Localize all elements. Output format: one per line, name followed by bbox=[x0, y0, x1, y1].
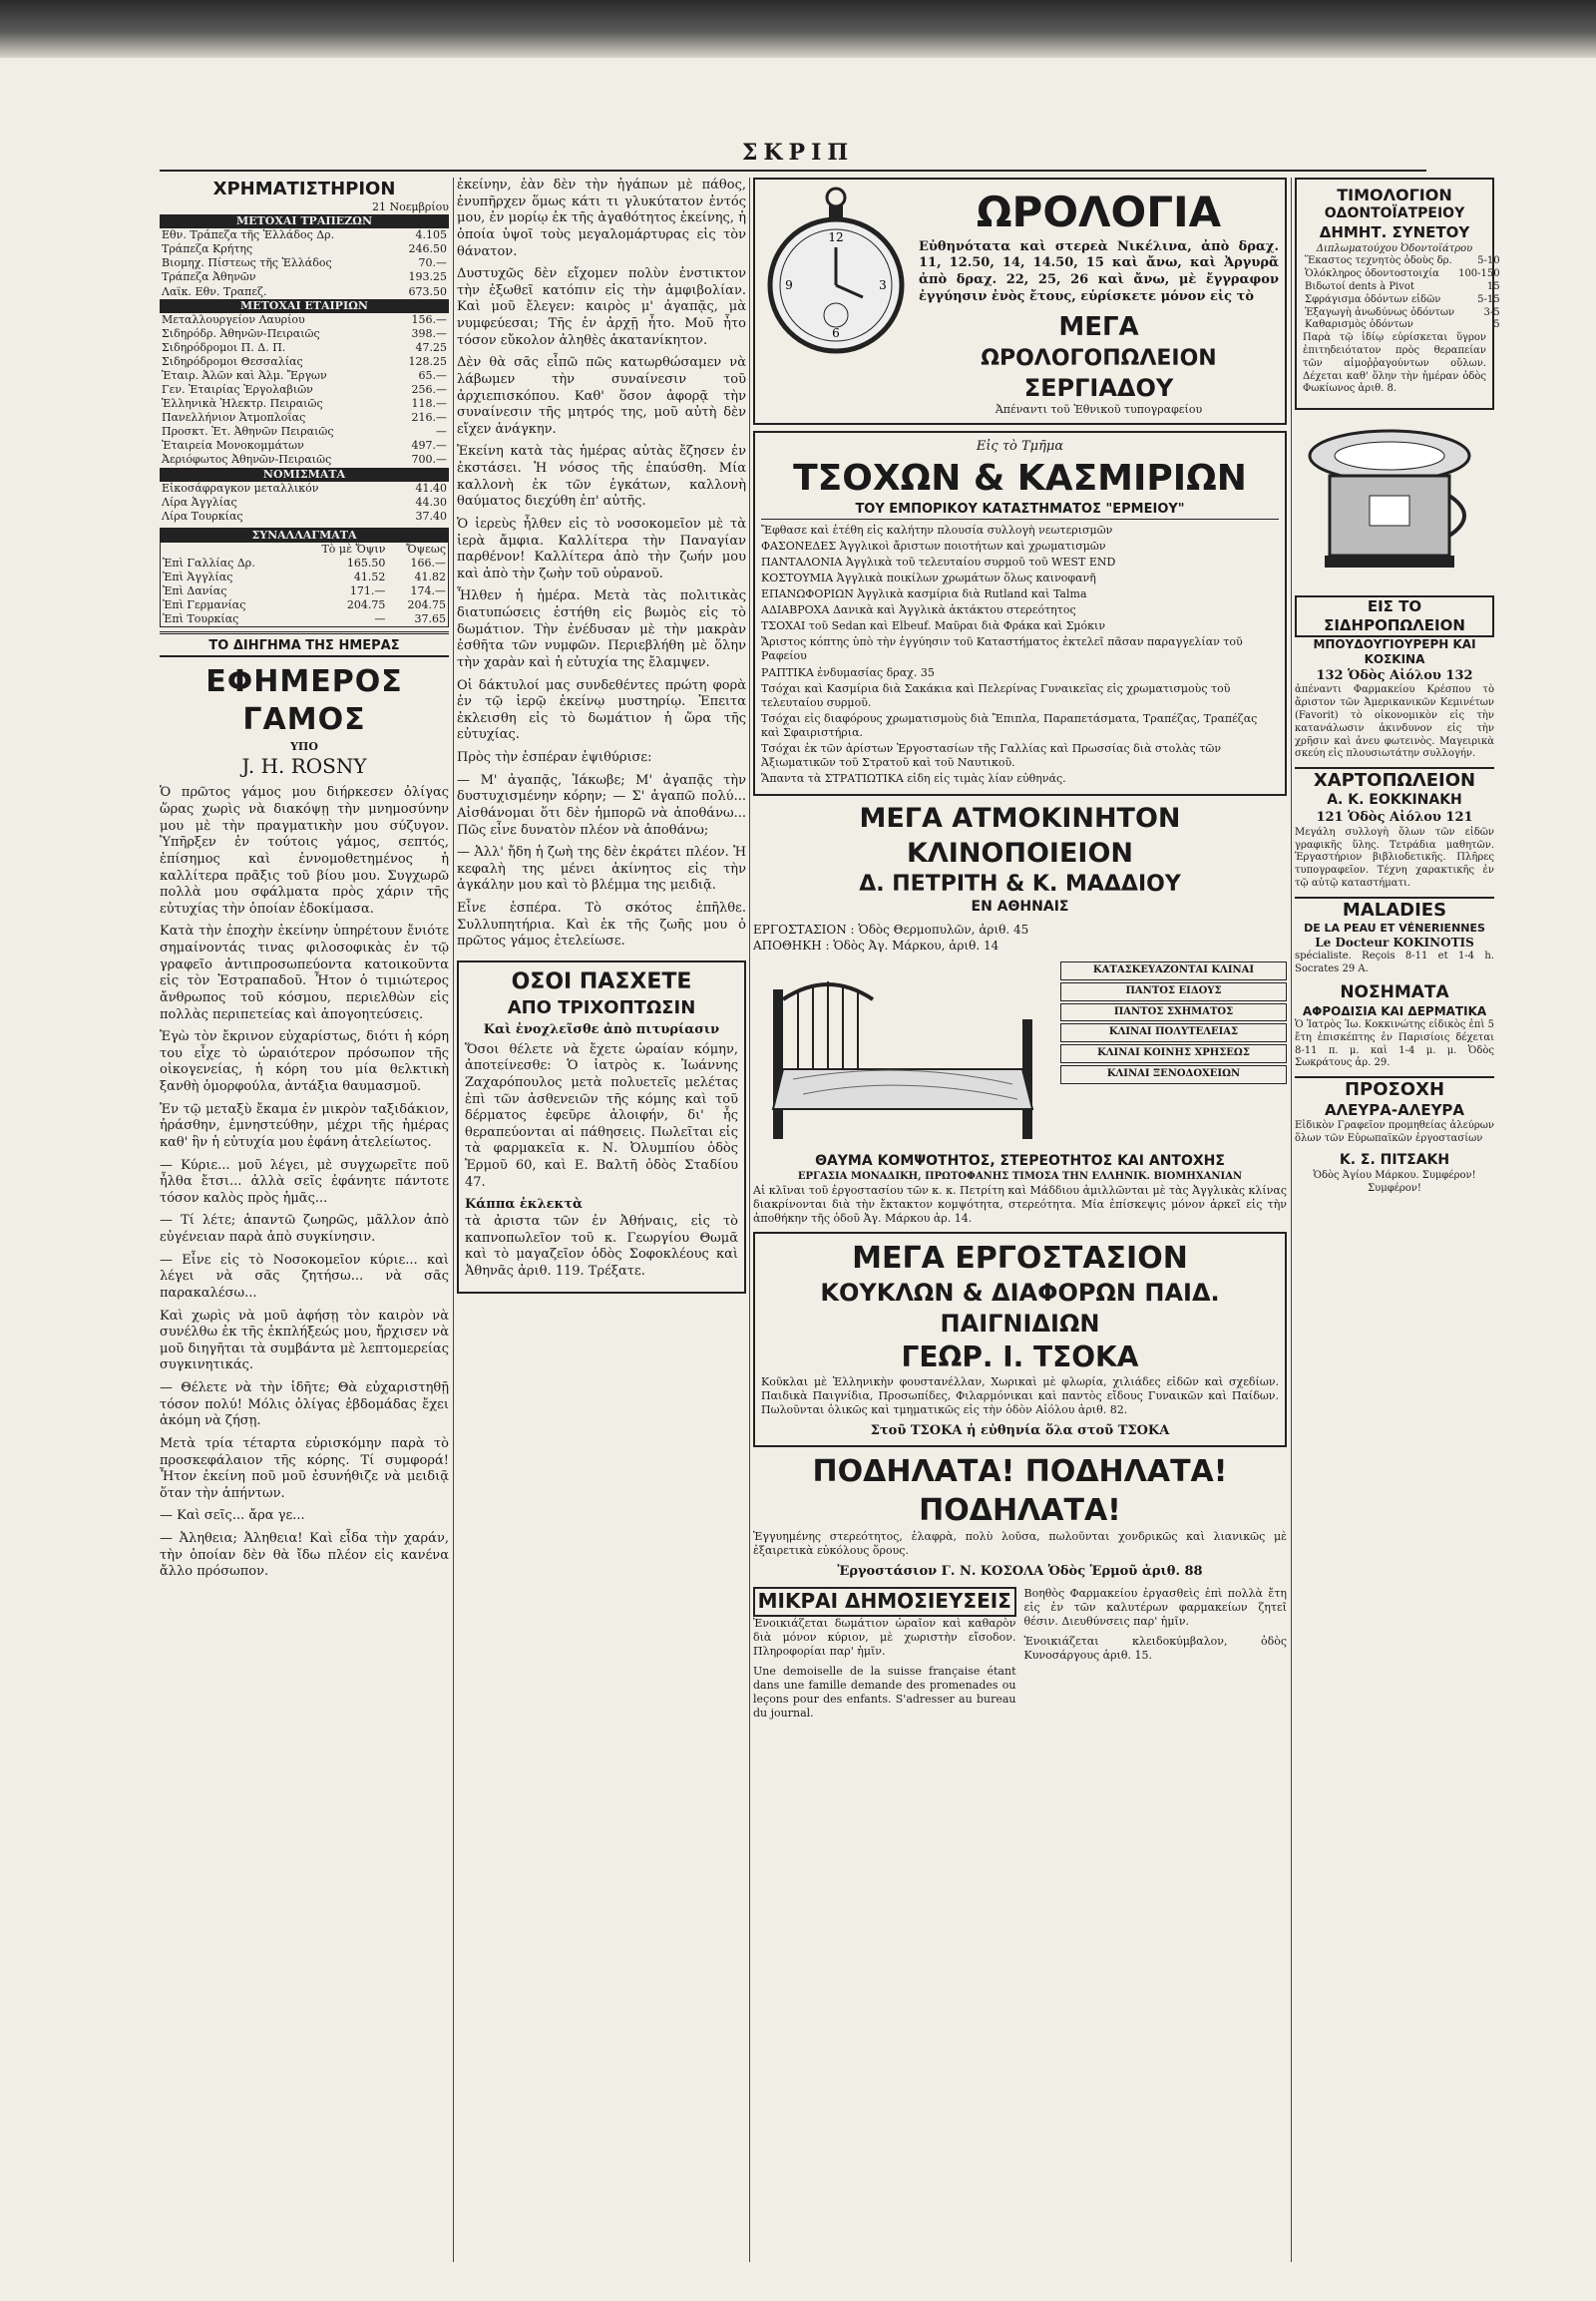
skin-ad-subtitle: DE LA PEAU ET VÉNERIENNES bbox=[1304, 921, 1485, 935]
stationery-ad-text: Μεγάλη συλλογὴ ὅλων τῶν εἰδῶν γραφικῆς ὕλης. Τετράδια μαθητῶν. Ἐργαστήριον βιβλιοδετικῆς. Πλῆρες τυπογραφεῖον. Τέχνη χαρακτικῆς ἐν τῷ αὐτῷ καταστήματι. bbox=[1295, 826, 1494, 889]
prices-cell: 15 bbox=[1486, 280, 1500, 292]
toy-ad bbox=[753, 1232, 1287, 1448]
exchange-cell: 174.— bbox=[410, 584, 446, 598]
bed-ad-city: ΕΝ ΑΘΗΝΑΙΣ bbox=[971, 899, 1069, 916]
companies-cell: Μεταλλουργείον Λαυρίου bbox=[162, 312, 305, 326]
story-paragraph: Ἐν τῷ μεταξὺ ἔκαμα ἐν μικρὸν ταξιδάκιον, ἠράσθην, ἐμνηστεύθην, μέχρι τῆς ἡμέρας καθ' ἣν ἡ εὐτυχία μου ἐφάνη ἀτελείωτος. bbox=[160, 1101, 449, 1150]
column-1 bbox=[160, 178, 449, 2262]
prices-cell: Ἐξαγωγὴ ἀνωδύνως ὀδόντων bbox=[1305, 306, 1455, 318]
money-cell: Λίρα Τουρκίας bbox=[162, 509, 243, 523]
banks-cell: 70.— bbox=[418, 256, 447, 270]
watch-ad-body bbox=[919, 186, 1279, 417]
prices-row bbox=[1303, 294, 1502, 307]
companies-cell: — bbox=[436, 425, 447, 439]
companies-cell: Πανελλήνιον Ἀτμοπλοΐας bbox=[162, 411, 306, 425]
companies-cell: 398.— bbox=[411, 326, 447, 340]
prices-cell: 5-10 bbox=[1477, 255, 1500, 267]
exchange-cell: Ἐπὶ Γαλλίας Δρ. bbox=[163, 556, 255, 570]
companies-row bbox=[160, 453, 449, 467]
toy-ad-footer: Στοῦ ΤΣΟΚΑ ἡ εὐθηνία ὅλα στοῦ ΤΣΟΚΑ bbox=[870, 1422, 1170, 1438]
brass-bed-icon bbox=[753, 959, 1052, 1149]
hair-ad-text: Ὅσοι θέλετε νὰ ἔχετε ὡραίαν κόμην, ἀποτείνεσθε: Ὁ ἰατρὸς κ. Ἰωάννης Ζαχαρόπουλος μετὰ πολυετεῖς μελέτας ἐπὶ τῶν ἀσθενειῶν τῆς κόμης καὶ τοῦ δέρματος ἐφεῦρε ἀλοιφήν, δι' ἧς θεραπεύονται αἱ πάθησεις. Πωλεῖται εἰς τὰ φαρμακεῖα κ. Ν. Ὀλυμπίου ὁδὸς Ἑρμοῦ 60, καὶ Ε. Βαλτῆ ὁδὸς Σταδίου 47. bbox=[465, 1041, 738, 1190]
cloth-ad-line: Τσόχαι εἰς διαφόρους χρωματισμοὺς διὰ Ἔπιπλα, Παραπετάσματα, Τραπέζας, Τραπέζας καὶ Σφαιριστήρια. bbox=[761, 711, 1258, 739]
watch-shop-name: ΩΡΟΛΟΓΟΠΩΛΕΙΟΝ bbox=[981, 345, 1217, 371]
exchange-cell: 166.— bbox=[410, 556, 446, 570]
companies-row bbox=[160, 383, 449, 397]
classified-item: Une demoiselle de la suisse française étant dans une famille demande des promenades ou leçons pour des enfants. S'adresser au bureau du journal. bbox=[753, 1664, 1016, 1721]
bed-ad-factory: ΕΡΓΟΣΤΑΣΙΟΝ : Ὁδὸς Θερμοπυλῶν, ἀριθ. 45 bbox=[753, 923, 1029, 938]
classified-item: Ἐνοικιάζεται δωμάτιον ὡραῖον καὶ καθαρὸν διὰ μόνον κύριον, μὲ χωριστὴν εἴσοδον. Πληροφορίαι παρ' ἡμῖν. bbox=[753, 1616, 1016, 1658]
classifieds-right bbox=[1024, 1587, 1288, 1726]
flour-ad-text: Εἰδικὸν Γραφεῖον προμηθείας ἀλεύρων ὅλων τῶν Εὐρωπαϊκῶν ἐργοστασίων bbox=[1295, 1120, 1494, 1145]
story-paragraph: Καὶ χωρὶς νὰ μοῦ ἀφήσῃ τὸν καιρὸν νὰ συνέλθω ἐκ τῆς ἐκπλήξεώς μου, ἤρχισεν νὰ μοῦ διηγῆται τὰ συμβάντα μὲ λεπτομερείας συγκινητικάς. bbox=[160, 1308, 449, 1373]
exchange-header bbox=[161, 543, 294, 557]
companies-cell: 216.— bbox=[411, 411, 447, 425]
cloth-ad-line: ΡΑΠΤΙΚΑ ἐνδυμασίας δραχ. 35 bbox=[761, 665, 935, 679]
exchange-cell: Ἐπὶ Ἀγγλίας bbox=[163, 571, 233, 584]
story-paragraph: Κατὰ τὴν ἐποχὴν ἐκείνην ὑπηρέτουν ἔνιότε σημαίνοντάς τινας φιλοσοφικὰς ἐν τῷ γραφεῖο ἀντιπροσωπεύοντα κατοικοῦντα εἰς τὸν Ἐστραπαδοῦ. Ἦτον ὁ τιμιώτερος ἄνθρωπος τοῦ κόσμου, περιελθὼν εἰς πολλὰς περιπετείας καὶ ἀπογοητεύσεις. bbox=[160, 924, 449, 1022]
dentist-ad-title: ΤΙΜΟΛΟΓΙΟΝ bbox=[1337, 186, 1452, 204]
tobacco-ad-title: Κάππα ἐκλεκτὰ bbox=[465, 1197, 584, 1213]
money-cell: 37.40 bbox=[415, 509, 447, 523]
companies-cell: 156.— bbox=[411, 312, 447, 326]
story-kicker: ΤΟ ΔΙΗΓΗΜΑ ΤΗΣ ΗΜΕΡΑΣ bbox=[160, 638, 449, 657]
hair-ad-line: Καὶ ἐνοχλεῖσθε ἀπὸ πιτυρίασιν bbox=[483, 1022, 720, 1038]
classifieds-title: ΜΙΚΡΑΙ ΔΗΜΟΣΙΕΥΣΕΙΣ bbox=[753, 1587, 1016, 1617]
exchange-row bbox=[161, 612, 449, 627]
classifieds-left bbox=[753, 1587, 1016, 1726]
bed-ad-names: Δ. ΠΕΤΡΙΤΗ & Κ. ΜΑΔΔΙΟΥ bbox=[859, 872, 1181, 898]
flour-ad-title: ΠΡΟΣΟΧΗ bbox=[1344, 1079, 1445, 1101]
companies-cell: 700.— bbox=[411, 453, 447, 467]
section-companies: ΜΕΤΟΧΑΙ ΕΤΑΙΡΙΩΝ bbox=[160, 299, 449, 313]
toy-ad-owner: ΓΕΩΡ. Ι. ΤΣΟΚΑ bbox=[901, 1340, 1139, 1373]
exchange-row bbox=[161, 584, 449, 598]
bed-feature-list bbox=[1060, 959, 1287, 1149]
bed-ad-text: Αἱ κλῖναι τοῦ ἐργοστασίου τῶν κ. κ. Πετρίτη καὶ Μάδδιου ἁμιλλῶνται μὲ τὰς Ἀγγλικὰς κλίνας διακρίνονται διὰ τὴν ἔκτακτον κομψότητα, στερεότητα. Μία ἐπίσκεψις μόνον ἀρκεῖ εἰς τὴν ἀποθήκην τῆς ὁδοῦ Ἀγ. Μάρκου ἀρ. 14. bbox=[753, 1183, 1287, 1225]
story-continued: Οἱ δάκτυλοί μας συνδεθέντες πρώτη φορὰ ἐν τῷ ἱερῷ ἐκείνῳ μυστηρίῳ. Ἐπειτα ἐκλεισθη εἰς τὸ δωμάτιον ἡ ὥρα τῆς εὐτυχίας. bbox=[457, 677, 746, 743]
cloth-ad-line: ΤΣΟΧΑΙ τοῦ Sedan καὶ Elbeuf. Μαῦραι διὰ Φράκα καὶ Σμόκιν bbox=[761, 619, 1106, 633]
flour-ad-subtitle: ΑΛΕΥΡΑ-ΑΛΕΥΡΑ bbox=[1324, 1101, 1465, 1120]
companies-cell: 128.25 bbox=[408, 354, 447, 368]
column-3 bbox=[753, 178, 1287, 2262]
banks-cell: Τράπεζα Κρήτης bbox=[162, 242, 253, 256]
skin-doctor-ad bbox=[1295, 897, 1494, 1070]
story-continued: Δὲν θὰ σᾶς εἶπῶ πῶς κατωρθώσαμεν νὰ λάβωμεν τὴν συναίνεσιν τοῦ ἀρχιεπισκόπου. Καθ' ὅσον ἀφορᾷ τὴν συναίνεσιν τῆς μητρός της, μοῦ αὐτὴ δὲν εἴχεν ἀνάγκην. bbox=[457, 355, 746, 437]
exchange-cell: 165.50 bbox=[346, 556, 386, 570]
companies-cell: Ἀεριόφωτος Ἀθηνῶν-Πειραιῶς bbox=[162, 453, 332, 467]
hardware-ad-address: 132 Ὁδὸς Αἰόλου 132 bbox=[1316, 667, 1473, 683]
story-paragraph: — Καὶ σεῖς... ἄρα γε... bbox=[160, 1508, 305, 1524]
cloth-ad-subtitle: ΤΟΥ ΕΜΠΟΡΙΚΟΥ ΚΑΤΑΣΤΗΜΑΤΟΣ "ΕΡΜΕΙΟΥ" bbox=[761, 502, 1279, 520]
story-byline-label: ΥΠΟ bbox=[290, 739, 318, 753]
stationery-ad-owner: Α. Κ. ΕΟΚΚΙΝΑΚΗ bbox=[1327, 792, 1462, 809]
svg-text:9: 9 bbox=[785, 278, 793, 292]
watch-shop-name: ΜΕΓΑ bbox=[1058, 312, 1139, 343]
stationery-ad bbox=[1295, 767, 1494, 891]
banks-cell: Εθν. Τράπεζα τῆς Ἑλλάδος Δρ. bbox=[162, 228, 335, 242]
banks-cell: 673.50 bbox=[408, 284, 447, 298]
money-cell: Εἰκοσάφραγκον μεταλλικόν bbox=[162, 481, 319, 495]
exchange-cell: 204.75 bbox=[346, 598, 386, 612]
watch-ad-title: ΩΡΟΛΟΓΙΑ bbox=[976, 188, 1222, 236]
watch-ad bbox=[753, 178, 1287, 425]
bed-ad-motto: ΘΑΥΜΑ ΚΟΜΨΟΤΗΤΟΣ, ΣΤΕΡΕΟΤΗΤΟΣ ΚΑΙ ΑΝΤΟΧΗΣ bbox=[815, 1153, 1225, 1169]
companies-cell: 118.— bbox=[411, 397, 447, 411]
story-continued: Πρὸς τὴν ἑσπέραν ἐψιθύρισε: bbox=[457, 750, 652, 765]
watch-ad-text: Εὐθηνότατα καὶ στερεὰ Νικέλινα, ἀπὸ δραχ. 11, 12.50, 14, 14.50, 15 καὶ ἄνω, καὶ Ἀργυρᾶ ἀπὸ δραχ. 22, 25, 26 καὶ ἄνω, μὲ ἔγγραφον ἐγγύησιν ἐνὸς ἔτους, εὑρίσκετε μόνον εἰς τὸ bbox=[919, 238, 1279, 304]
money-row bbox=[160, 482, 449, 496]
companies-cell: 497.— bbox=[411, 439, 447, 453]
stationery-ad-title: ΧΑΡΤΟΠΩΛΕΙΟΝ bbox=[1313, 770, 1476, 792]
bed-feature: ΚΛΙΝΑΙ ΠΟΛΥΤΕΛΕΙΑΣ bbox=[1060, 1023, 1287, 1042]
companies-cell: Σιδηρόδρομοι Π. Δ. Π. bbox=[162, 340, 286, 354]
companies-cell: Ἐταιρ. Ἀλῶν καὶ Ἀλμ. Ἔργων bbox=[162, 368, 327, 382]
exchange-row bbox=[161, 557, 449, 571]
exchange-cell: 41.82 bbox=[414, 571, 446, 584]
hardware-ad-subtitle: ΜΠΟΥΔΟΥΓΙΟΥΡΕΡΗ ΚΑΙ ΚΟΣΚΙΝΑ bbox=[1313, 637, 1476, 667]
dentist-price-table bbox=[1303, 255, 1502, 332]
cloth-ad-line: Τσόχαι καὶ Κασμίρια διὰ Σακάκια καὶ Πελερίνας Γυναικεῖας εἰς χρωματισμοὺς τοῦ τελευταίου συρμοῦ. bbox=[761, 681, 1231, 709]
cloth-ad-line: ΕΠΑΝΩΦΟΡΙΩΝ Ἀγγλικὰ κασμίρια διὰ Rutland καὶ Talma bbox=[761, 587, 1087, 601]
money-row bbox=[160, 496, 449, 510]
hair-loss-ad bbox=[457, 960, 746, 1295]
prices-cell: Ἕκαστος τεχνητὸς ὀδοὺς δρ. bbox=[1305, 255, 1452, 267]
banks-row bbox=[160, 256, 449, 270]
toy-ad-text: Κοῦκλαι μὲ Ἑλληνικὴν φουστανέλλαν, Χωρικαὶ μὲ φλωρία, χιλιάδες εἰδῶν καὶ σχεδίων. Παιδικὰ Παιγνίδια, Προσωπίδες, Φιλαρμόνικαι καὶ παντὸς εἴδους Γυναικῶν καὶ Παίδων. Πωλοῦνται ὁλικῶς καὶ τμηματικῶς εἰς τὴν ὁδὸν Αἰόλου ἀριθ. 82. bbox=[761, 1374, 1279, 1416]
money-cell: 44.30 bbox=[415, 495, 447, 509]
bed-feature: ΠΑΝΤΟΣ ΕΙΔΟΥΣ bbox=[1060, 982, 1287, 1001]
flour-ad-owner: Κ. Σ. ΠΙΤΣΑΚΗ bbox=[1339, 1151, 1450, 1168]
companies-row bbox=[160, 341, 449, 355]
banks-cell: 193.25 bbox=[408, 270, 447, 284]
flour-ad-footer: Ὁδὸς Ἀγίου Μάρκου. Συμφέρον! Συμφέρον! bbox=[1313, 1169, 1476, 1194]
svg-text:3: 3 bbox=[879, 278, 887, 292]
cloth-ad-line: ΑΔΙΑΒΡΟΧΑ Δανικὰ καὶ Ἀγγλικὰ ἀκτάκτου στερεότητος bbox=[761, 603, 1076, 617]
toy-ad-subtitle: ΚΟΥΚΛΩΝ & ΔΙΑΦΟΡΩΝ ΠΑΙΔ. ΠΑΙΓΝΙΔΙΩΝ bbox=[820, 1279, 1220, 1339]
companies-row bbox=[160, 425, 449, 439]
companies-cell: Σιδηρόδρ. Ἀθηνῶν-Πειραιῶς bbox=[162, 326, 320, 340]
bed-feature: ΠΑΝΤΟΣ ΣΧΗΜΑΤΟΣ bbox=[1060, 1003, 1287, 1022]
exchange-cell: 204.75 bbox=[407, 598, 446, 612]
companies-row bbox=[160, 411, 449, 425]
prices-cell: 100-150 bbox=[1458, 268, 1500, 280]
exchange-header: Τὸ μὲ Ὄψιν bbox=[321, 542, 386, 556]
classified-item: Ἐνοικιάζεται κλειδοκύμβαλον, ὁδὸς Κυνοσάργους ἀριθ. 15. bbox=[1023, 1635, 1287, 1663]
story-paragraph: — Κύριε... μοῦ λέγει, μὲ συγχωρεῖτε ποῦ ἦλθα ἔτσι... ἀλλὰ σεῖς ἐφάνητε πάντοτε τόσον καλὸς πρὸς ἡμᾶς... bbox=[160, 1157, 449, 1206]
exchange-cell: 41.52 bbox=[353, 571, 386, 584]
prices-cell: Καθαρισμὸς ὀδόντων bbox=[1305, 319, 1413, 331]
prices-cell: Σφράγισμα ὀδόντων εἰδῶν bbox=[1305, 293, 1441, 305]
exchange-cell: 37.65 bbox=[414, 612, 446, 626]
flour-ad bbox=[1295, 1076, 1494, 1195]
story-author: J. H. ROSNY bbox=[241, 753, 367, 778]
exchange-table bbox=[160, 528, 449, 628]
cloth-ad bbox=[753, 431, 1287, 796]
companies-cell: 65.— bbox=[418, 368, 447, 382]
story-continued: Δυστυχῶς δὲν εἴχομεν πολὺν ἐνστικτον τὴν ἐξωθεῖ κατόπιν εἰς τὴν ἀμφιβολίαν. Καὶ μοῦ ἔλεγεν: καιρὸς μ' ἀγαπᾷς, μὰ νυμφεύεσαι; Τῆς ἐν ἀρχῇ ἦτο. Μοῦ ἦτο τόσον εὔκολον ἀληθὲς ἀκατανίκητον. bbox=[457, 266, 746, 348]
banks-row bbox=[160, 285, 449, 299]
prices-cell: Βιδωτοί dents à Pivot bbox=[1305, 280, 1414, 292]
story-continued: — Ἀλλ' ἤδη ἡ ζωὴ της δὲν ἐκράτει πλέον. Ἡ κεφαλὴ της μένει ἀκίνητος εἰς τὴν ἀγκάλην μου καὶ τὸ βλέμμα της μειδιᾷ. bbox=[457, 845, 746, 894]
newspaper-masthead: ΣΚΡΙΠ bbox=[741, 140, 855, 166]
bicycle-ad-title: ΠΟΔΗΛΑΤΑ! ΠΟΔΗΛΑΤΑ! ΠΟΔΗΛΑΤΑ! bbox=[812, 1454, 1228, 1528]
banks-row bbox=[160, 270, 449, 284]
disease-ad-title: ΝΟΣΗΜΑΤΑ bbox=[1340, 981, 1449, 1002]
companies-cell: Σιδηρόδρομοι Θεσσαλίας bbox=[162, 354, 303, 368]
story-continued: Ὁ ἱερεὺς ἦλθεν εἰς τὸ νοσοκομεῖον μὲ τὰ ἱερὰ ἄμφια. Καλλίτερα τὴν Παναγίαν παρθένον! Καλλίτερα ἀπὸ τὴν ζωήν μου καὶ ἀπὸ τὴν ζωὴν τοῦ οὐρανοῦ. bbox=[457, 516, 746, 581]
exchange-header: Ὄψεως bbox=[406, 542, 446, 556]
companies-row bbox=[160, 397, 449, 411]
stove-icon bbox=[1295, 416, 1484, 585]
banks-cell: Τράπεζα Ἀθηνῶν bbox=[162, 270, 256, 284]
bed-feature: ΚΑΤΑΣΚΕΥΑΖΟΝΤΑΙ ΚΛΙΝΑΙ bbox=[1060, 961, 1287, 980]
bed-ad bbox=[753, 802, 1287, 1226]
story-continued: Ἦλθεν ἡ ἡμέρα. Μετὰ τὰς πολιτικὰς διατυπώσεις ἐστήθη εἰς βωμὸς εἰς τὸ δωμάτιον. Τὴν ἐνέδυσαν μὲ τὴν μακρὰν ἐσθῆτα τῶν νυμφῶν. Περιεβλήθη μὲ ὅλην τὴν χαρὰν καὶ ἡ εὐτυχία της ἔλαμψεν. bbox=[457, 588, 746, 670]
hardware-ad-text: ἀπέναντι Φαρμακείου Κρέσπου τὸ ἄριστον τῶν Ἀμερικανικῶν Κεμινέτων (Favorit) τὸ οἰκονομικὸν εἰς τὴν κατανάλωσιν ἀκινδυνον εἰς τὴν χρῆσιν καὶ ἀνευ φωτεινὸς. Μαγειρικὰ σκεύη εἰς πλουσιωτάτην συλλογήν. bbox=[1295, 684, 1494, 760]
dentist-ad-owner: ΔΗΜΗΤ. ΣΥΝΕΤΟΥ bbox=[1319, 223, 1470, 242]
column-2 bbox=[457, 178, 746, 2262]
companies-cell: 256.— bbox=[411, 383, 447, 397]
companies-row bbox=[160, 369, 449, 383]
dentist-ad-role: Διπλωματούχου Ὀδοντοϊάτρου bbox=[1316, 242, 1473, 254]
story-continued: — Μ' ἀγαπᾷς, Ἰάκωβε; Μ' ἀγαπᾷς τὴν δυστυχισμένην κόρην; — Σ' ἀγαπῶ πολύ... Αἰσθάνομαι ὅτι δὲν ἠμπορῶ νὰ ἀποθάνω... Πῶς εἶνε δυνατὸν πλέον νὰ ἀποθάνω; bbox=[457, 772, 746, 838]
bicycle-ad-text: Ἐγγυημένης στερεότητος, ἐλαφρὰ, πολὺ λοῦσα, πωλοῦνται χονδρικῶς καὶ λιανικῶς μὲ ἐξαιρετικὰ εὐκόλους ὅρους. bbox=[753, 1530, 1287, 1558]
bicycle-ad-address: Ἐργοστάσιον Γ. Ν. ΚΟΣΟΛΑ Ὁδὸς Ἑρμοῦ ἀριθ. 88 bbox=[837, 1564, 1203, 1580]
bed-ad-title: ΜΕΓΑ ΑΤΜΟΚΙΝΗΤΟΝ ΚΛΙΝΟΠΟΙΕΙΟΝ bbox=[859, 803, 1181, 869]
companies-cell: 47.25 bbox=[415, 340, 447, 354]
skin-ad-title: MALADIES bbox=[1342, 899, 1447, 921]
cloth-ad-line: ΠΑΝΤΑΛΟΝΙΑ Ἀγγλικὰ τοῦ τελευταίου συρμοῦ τοῦ WEST END bbox=[761, 555, 1116, 569]
story-continued: ἐκείνην, ἐὰν δὲν τὴν ἠγάπων μὲ πάθος, ἐνυπῆρχεν ὅμως κάτι τι γλυκύτατον ἐντός μου, ἐν μορίῳ ἐκ τῆς ἀγαθότητος ἐκείνης, ἡ ὁποία ὑψοῖ τοὺς μεγαλομάρτυρας εἰς τὸν θάνατον. bbox=[457, 178, 746, 259]
exchange-cell: — bbox=[374, 612, 386, 626]
money-cell: Λίρα Ἀγγλίας bbox=[162, 495, 237, 509]
prices-row bbox=[1303, 255, 1502, 268]
section-exchange: ΣΥΝΑΛΛΑΓΜΑΤΑ bbox=[161, 528, 449, 543]
dentist-ad-subtitle: ΟΔΟΝΤΟΪΑΤΡΕΙΟΥ bbox=[1324, 205, 1465, 222]
story-title: ΕΦΗΜΕΡΟΣ ΓΑΜΟΣ bbox=[205, 664, 403, 738]
story-paragraph: — Εἶνε εἰς τὸ Νοσοκομεῖον κύριε... καὶ λέγει νὰ σᾶς ζητήσω... νὰ σᾶς παρακαλέσω... bbox=[160, 1252, 449, 1301]
bed-ad-illustration-row bbox=[753, 959, 1287, 1149]
companies-cell: Ἐταιρεία Μονοκομμάτων bbox=[162, 439, 304, 453]
bed-ad-store: ΑΠΟΘΗΚΗ : Ὁδὸς Ἀγ. Μάρκου, ἀριθ. 14 bbox=[753, 938, 999, 953]
section-money: ΝΟΜΙΣΜΑΤΑ bbox=[160, 468, 449, 482]
toy-ad-title: ΜΕΓΑ ΕΡΓΟΣΤΑΣΙΟΝ bbox=[852, 1240, 1188, 1276]
exchange-cell: Ἐπὶ Τουρκίας bbox=[163, 612, 239, 626]
hardware-ad bbox=[1295, 595, 1494, 762]
market-title: ΧΡΗΜΑΤΙΣΤΗΡΙΟΝ bbox=[212, 179, 396, 199]
story-paragraph: — Ἀληθεια; Ἀληθεια! Καὶ εἶδα τὴν χαράν, τὴν ὁποίαν δὲν θὰ ἴδω πλέον εἰς κανένα ἄλλο πρόσωπον. bbox=[160, 1531, 449, 1580]
banks-cell: Λαϊκ. Εθν. Τραπεζ. bbox=[162, 284, 267, 298]
cloth-ad-line: Τσόχαι ἐκ τῶν ἀρίστων Ἐργοστασίων τῆς Γαλλίας καὶ Πρωσσίας διὰ στολὰς τῶν Ἀξιωματικῶν τοῦ Στρατοῦ καὶ τοῦ Ναυτικοῦ. bbox=[761, 741, 1222, 769]
companies-cell: Προσκτ. Ἐτ. Ἀθηνῶν Πειραιῶς bbox=[162, 425, 334, 439]
disease-ad-text: Ὁ Ἰατρὸς Ἰω. Κοκκινώτης εἰδικὸς ἐπὶ 5 ἔτη ἐπισκέπτης ἐν Παρισίοις δέχεται 8-11 π. μ. καὶ 1-4 μ. μ. Ὁδὸς Σωκράτους ἀρ. 29. bbox=[1295, 1018, 1494, 1069]
svg-text:12: 12 bbox=[828, 230, 844, 244]
banks-row bbox=[160, 242, 449, 256]
money-cell: 41.40 bbox=[415, 481, 447, 495]
prices-cell: 5 bbox=[1493, 319, 1500, 331]
companies-row bbox=[160, 313, 449, 327]
story-paragraph: Ὁ πρῶτος γάμος μου διήρκεσεν ὀλίγας ὥρας χωρὶς νὰ διακόψῃ τὴν μνημοσύνην μου μὲ τὴν πραγματικὴν μου σύζυγον. Ὑπῆρξεν ἐν τούτοις γάμος, σεπτός, ἐπίσημος καὶ ἐννομοθετημένος ἡ καλλίτερα πρᾶξις τοῦ βίου μου. Συγχωρῶ πολλὰ μου σφάλματα πρὸς χάριν τῆς εὐτυχίας τὴν ὁποίαν ἐδοκίμασα. bbox=[160, 785, 449, 917]
money-row bbox=[160, 510, 449, 524]
exchange-row bbox=[161, 571, 449, 584]
stationery-ad-address: 121 Ὁδὸς Αἰόλου 121 bbox=[1316, 810, 1473, 826]
market-date: 21 Νοεμβρίου bbox=[371, 200, 449, 214]
banks-cell: Βιομηχ. Πίστεως τῆς Ἑλλάδος bbox=[162, 256, 332, 270]
prices-row bbox=[1303, 307, 1502, 320]
column-rule bbox=[453, 178, 454, 2262]
companies-row bbox=[160, 439, 449, 453]
bed-feature: ΚΛΙΝΑΙ ΚΟΙΝΗΣ ΧΡΗΣΕΩΣ bbox=[1060, 1044, 1287, 1063]
prices-cell: 3-5 bbox=[1483, 306, 1500, 318]
cloth-ad-line: Ἅπαντα τὰ ΣΤΡΑΤΙΩΤΙΚΑ εἰδη εἰς τιμὰς λίαν εὐθηνάς. bbox=[761, 772, 1066, 786]
exchange-cell: 171.— bbox=[349, 584, 386, 598]
cloth-ad-kicker: Εἰς τὸ Τμῆμα bbox=[976, 439, 1064, 455]
pocket-watch-icon bbox=[761, 186, 911, 355]
section-banks: ΜΕΤΟΧΑΙ ΤΡΑΠΕΖΩΝ bbox=[160, 214, 449, 228]
divider bbox=[160, 631, 449, 634]
prices-cell: 5-15 bbox=[1477, 293, 1500, 305]
banks-cell: 246.50 bbox=[408, 242, 447, 256]
prices-cell: Ὁλόκληρος ὀδοντοστοιχία bbox=[1305, 268, 1439, 280]
hardware-ad-title: ΕΙΣ ΤΟ ΣΙΔΗΡΟΠΩΛΕΙΟΝ bbox=[1295, 595, 1494, 637]
bed-ad-sub: ΕΡΓΑΣΙΑ ΜΟΝΑΔΙΚΗ, ΠΡΩΤΟΦΑΝΗΣ ΤΙΜΟΣΑ ΤΗΝ ΕΛΛΗΝΙΚ. ΒΙΟΜΗΧΑΝΙΑΝ bbox=[797, 1170, 1243, 1182]
story-paragraph: Μετὰ τρία τέταρτα εὑρισκόμην παρὰ τὸ προσκεφάλαιον τῆς κόρης. Τί συμφορά! Ἦτον ἐκείνη ποῦ μοῦ ἐσυνήθιζε νὰ μειδιᾷ ὅταν τὴν ἀπήντων. bbox=[160, 1435, 449, 1501]
disease-ad-subtitle: ΑΦΡΟΔΙΣΙΑ ΚΑΙ ΔΕΡΜΑΤΙΚΑ bbox=[1302, 1003, 1487, 1018]
bed-feature: ΚΛΙΝΑΙ ΞΕΝΟΔΟΧΕΙΩΝ bbox=[1060, 1065, 1287, 1084]
hair-ad-subtitle: ΑΠΟ ΤΡΙΧΟΠΤΩΣΙΝ bbox=[507, 997, 696, 1019]
companies-cell: Ἑλληνικὰ Ἠλεκτρ. Πειραιῶς bbox=[162, 397, 323, 411]
banks-cell: 4.105 bbox=[415, 228, 447, 242]
exchange-cell: Ἐπὶ Γερμανίας bbox=[163, 598, 246, 612]
classified-item: Βοηθὸς Φαρμακείου ἐργασθεὶς ἐπὶ πολλὰ ἔτη εἰς ἐν τῶν καλυτέρων φαρμακείων ζητεῖ θέσιν. Διευθύνσεις παρ' ἡμῖν. bbox=[1023, 1587, 1287, 1629]
exchange-row bbox=[161, 598, 449, 612]
exchange-cell: Ἐπὶ Δανίας bbox=[163, 584, 227, 598]
prices-row bbox=[1303, 281, 1502, 294]
svg-text:6: 6 bbox=[832, 326, 840, 340]
column-rule bbox=[749, 178, 750, 2262]
dentist-ad bbox=[1295, 178, 1500, 410]
story-paragraph: Ἐγὼ τὸν ἔκρινον εὐχαρίστως, διότι ἡ κόρη του εἶχε τὸ ὡραιότερον πρόσωπον τῆς οἰκογενείας, ἡ κόρη του μία θελκτικὴ ξανθὴ ὁμορφούλα, ἀντάξια θαυμασμοῦ. bbox=[160, 1029, 449, 1095]
cloth-ad-line: Ἄριστος κόπτης ὑπὸ τὴν ἐγγύησιν τοῦ Καταστήματος ἐκτελεῖ πᾶσαν παραγγελίαν τοῦ Ραφείου bbox=[761, 635, 1243, 663]
prices-row bbox=[1303, 319, 1502, 332]
scanned-page-edge bbox=[0, 0, 1596, 58]
banks-row bbox=[160, 228, 449, 242]
bicycle-ad bbox=[753, 1453, 1287, 1581]
cloth-ad-lines bbox=[761, 524, 1279, 786]
companies-row bbox=[160, 327, 449, 341]
watch-shop-address: Ἀπέναντι τοῦ Ἐθνικοῦ τυπογραφείου bbox=[995, 403, 1203, 417]
stock-table bbox=[160, 214, 449, 524]
column-4 bbox=[1295, 178, 1500, 2262]
cloth-ad-line: ΚΟΣΤΟΥΜΙΑ Ἀγγλικὰ ποικίλων χρωμάτων ὅλως καινοφανῆ bbox=[761, 572, 1096, 585]
story-continued: Εἶνε ἑσπέρα. Τὸ σκότος ἐπῆλθε. Συλλυπητήρια. Καὶ ἐκ τῆς ζωῆς μου ὁ πρῶτος γάμος ἐτελείωσε. bbox=[457, 901, 746, 950]
column-rule bbox=[1291, 178, 1292, 2262]
cloth-ad-title: ΤΣΟΧΩΝ & ΚΑΣΜΙΡΙΩΝ bbox=[793, 458, 1247, 500]
story-paragraph: — Τί λέτε; ἀπαντῶ ζωηρῶς, μᾶλλον ἀπὸ εὐγένειαν παρὰ ἀπὸ συγκίνησιν. bbox=[160, 1213, 449, 1246]
masthead-rule bbox=[160, 170, 1426, 172]
dentist-ad-text: Παρὰ τῷ ἰδίῳ εὑρίσκεται ὕγρον ἐπιτηδειότατον πρὸς θεραπείαν τῶν αἱμοῤῥαγούντων οὔλων. Δέχεται καθ' ὅλην τὴν ἡμέραν ὁδὸς Φωκίωνος ἀριθ. 8. bbox=[1303, 332, 1486, 395]
companies-row bbox=[160, 355, 449, 369]
prices-row bbox=[1303, 268, 1502, 281]
classifieds bbox=[753, 1587, 1287, 1726]
story-paragraph: — Θέλετε νὰ τὴν ἰδῆτε; Θὰ εὐχαριστηθῇ τόσον πολύ! Μόλις ὀλίγας ἑβδομάδας ἔχει ἀκόμη νὰ ζήσῃ. bbox=[160, 1380, 449, 1429]
companies-cell: Γεν. Ἐταιρίας Ἐργολαβιῶν bbox=[162, 383, 313, 397]
hair-ad-title: ΟΣΟΙ ΠΑΣΧΕΤΕ bbox=[511, 968, 692, 994]
skin-ad-doctor: Le Docteur KOKINOTIS bbox=[1315, 935, 1474, 950]
watch-shop-owner: ΣΕΡΓΙΑΔΟΥ bbox=[1023, 373, 1174, 402]
story-continued: Ἐκείνη κατὰ τὰς ἡμέρας αὐτὰς ἔζησεν ἐν ἐκστάσει. Ἡ νόσος τῆς ἐπαύσθη. Μία καλλονὴ ἐκ τῶν ἐγκάτων, καλλονὴ θαύματος διεχύθη ἐπ' αὐτῆς. bbox=[457, 444, 746, 510]
tobacco-ad-text: τὰ ἀριστα τῶν ἐν Ἀθήναις, εἰς τὸ καπνοπωλεῖον τοῦ κ. Γεωργίου Θωμᾶ καὶ τὸ μαγαζεῖον ὁδὸς Σοφοκλέους καὶ Ἀθηνᾶς ἀριθ. 119. Τρέξατε. bbox=[465, 1213, 738, 1279]
cloth-ad-line: Ἔφθασε καὶ ἐτέθη εἰς καλήτην πλουσία συλλογὴ νεωτερισμῶν bbox=[761, 523, 1113, 537]
skin-ad-text: spécialiste. Reçois 8-11 et 1-4 h. Socrates 29 A. bbox=[1295, 951, 1494, 975]
cloth-ad-line: ΦΑΣΟΝΕΔΕΣ Ἀγγλικοὶ ἄριστων ποιοτήτων καὶ χρωματισμῶν bbox=[761, 539, 1106, 553]
